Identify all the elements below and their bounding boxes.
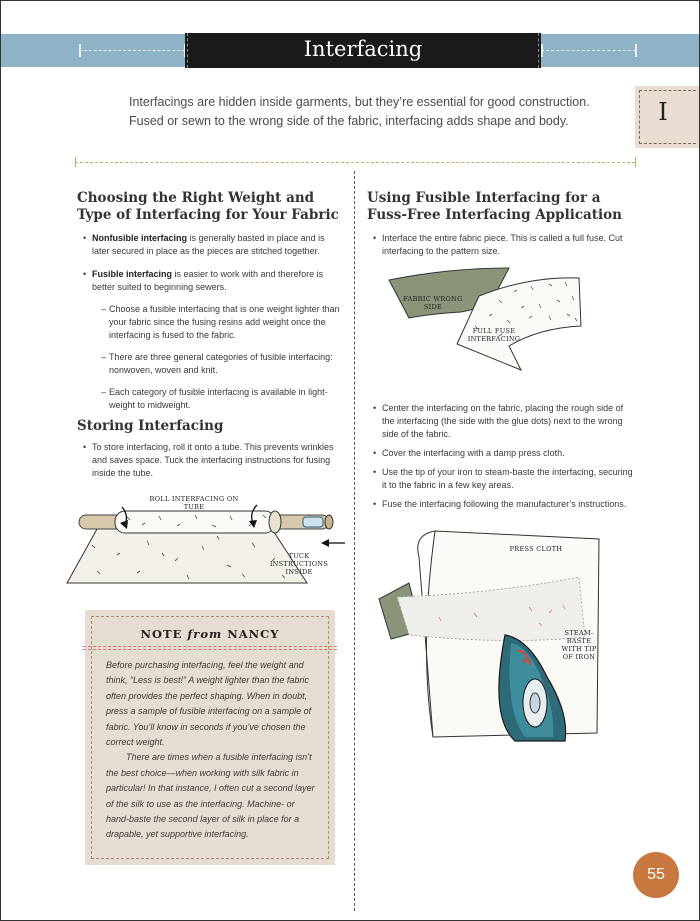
note-paragraph: There are times when a fusible interfacing isn’t the best choice—when working with silk fabric in particular! In that instance, I often cut a second layer of the silk to use as the interfacing. Machine- or hand-baste the second layer of silk in place for a drapable, yet supportive interfacing.	[106, 752, 315, 840]
divider-horizontal	[75, 162, 635, 163]
label-fabric-wrong-side: FABRIC WRONG SIDE	[403, 295, 463, 311]
bullet-nonfusible: • Nonfusible interfacing is generally basted in place and is later secured in place as the pieces are stitched together.	[77, 232, 342, 258]
note-body	[106, 658, 318, 843]
note-from-nancy	[85, 610, 335, 865]
full-fuse-illustration	[389, 266, 589, 376]
page-number: 55	[633, 852, 679, 898]
right-column	[367, 190, 637, 258]
sub-item: – Each category of fusible interfacing is available in light-weight to midweight.	[77, 386, 342, 412]
label-roll: ROLL INTERFACING ON TUBE	[149, 495, 239, 511]
title-box	[185, 33, 541, 68]
note-title: NOTE from NANCY	[140, 627, 280, 641]
steps-list	[367, 402, 637, 511]
bullet-full-fuse: • Interface the entire fabric piece. This is called a full fuse. Cut interfacing to the pattern size.	[367, 232, 637, 258]
heading-choosing: Choosing the Right Weight and Type of Interfacing for Your Fabric	[77, 190, 339, 223]
note-paragraph: Before purchasing interfacing, feel the weight and think, “Less is best!” A weight lighter than the fabric often provides the perfect shaping. When in doubt, press a sample of fusible interfacing on a sample of fabric. You’ll know in seconds if you’ve chosen the correct weight.	[106, 660, 312, 748]
heading-using-fusible: Using Fusible Interfacing for a Fuss-Free Interfacing Application	[367, 190, 622, 223]
left-column	[77, 190, 342, 412]
divider-vertical	[354, 171, 355, 911]
page-title: Interfacing	[303, 37, 423, 61]
storing-section	[77, 418, 342, 480]
section-tab[interactable]	[635, 86, 699, 148]
step-item: • Use the tip of your iron to steam-baste the interfacing, securing it to the fabric in a few key areas.	[367, 466, 637, 492]
bullet-store: • To store interfacing, roll it onto a tube. This prevents wrinkles and saves space. Tuck the interfacing instructions for fusing inside the tube.	[77, 441, 342, 480]
label-steam-baste: STEAM-BASTE WITH TIP OF IRON	[561, 629, 597, 661]
sub-item: – There are three general categories of fusible interfacing: nonwoven, woven and knit.	[77, 351, 342, 377]
heading-storing: Storing Interfacing	[77, 418, 224, 434]
step-item: • Center the interfacing on the fabric, placing the rough side of the interfacing (the side with the glue dots) next to the wrong side of the fabric.	[367, 402, 637, 441]
step-item: • Cover the interfacing with a damp press cloth.	[367, 447, 637, 460]
label-full-fuse: FULL FUSE INTERFACING	[467, 327, 521, 343]
label-tuck: TUCK INSTRUCTIONS INSIDE	[269, 552, 329, 576]
sub-item: – Choose a fusible interfacing that is one weight lighter than your fabric since the fusing resins add weight once the interfacing is fused to the fabric.	[77, 303, 342, 342]
section-letter: I	[658, 98, 668, 126]
roll-illustration	[67, 501, 347, 591]
label-press-cloth: PRESS CLOTH	[509, 545, 563, 553]
step-item: • Fuse the interfacing following the manufacturer’s instructions.	[367, 498, 637, 511]
intro-text: Interfacings are hidden inside garments, but they’re essential for good construction. Fused or sewn to the wrong side of the fabric, interfacing adds shape and body.	[129, 95, 590, 128]
bullet-fusible: • Fusible interfacing is easier to work with and therefore is better suited to beginning sewers.	[77, 268, 342, 294]
